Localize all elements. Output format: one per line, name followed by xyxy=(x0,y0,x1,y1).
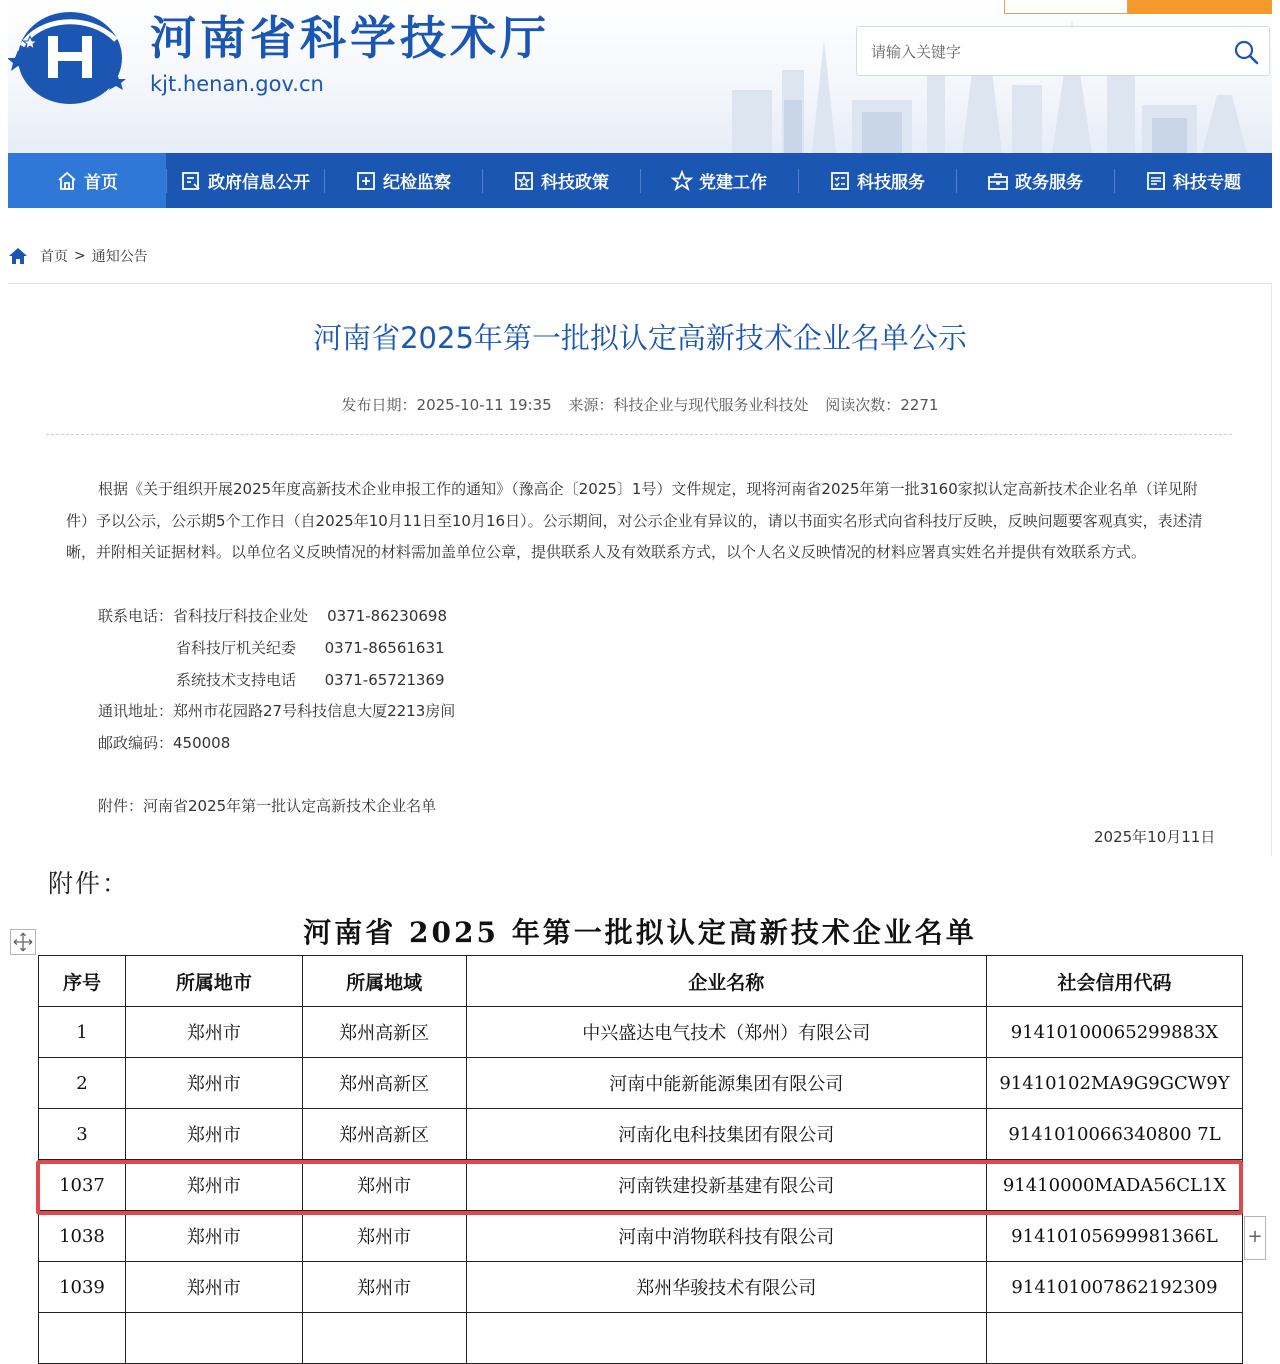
cell-credit-code: 914101007862192309 xyxy=(987,1262,1243,1313)
col-header-credit-code: 社会信用代码 xyxy=(987,956,1243,1007)
document-title: 河南省 2025 年第一批拟认定高新技术企业名单 xyxy=(303,916,977,949)
table-row xyxy=(39,1211,1243,1262)
sign-date: 2025年10月11日 xyxy=(1094,828,1216,846)
site-domain: kjt.henan.gov.cn xyxy=(150,72,324,96)
search-icon[interactable] xyxy=(1231,37,1261,67)
cell-index: 1037 xyxy=(39,1160,126,1211)
col-header-city: 所属地市 xyxy=(125,956,302,1007)
table-row xyxy=(39,1262,1243,1313)
article-meta xyxy=(8,394,1272,416)
cell-company: 河南中能新能源集团有限公司 xyxy=(466,1058,986,1109)
cell-credit-code: 9141010066340800 7L xyxy=(987,1109,1243,1160)
contact-phone-1: 联系电话：省科技厅科技企业处 0371-86230698 xyxy=(98,607,448,625)
cell-company: 中兴盛达电气技术（郑州）有限公司 xyxy=(466,1007,986,1058)
city-skyline-decoration xyxy=(712,0,1272,153)
postal-code: 邮政编码：450008 xyxy=(98,734,231,752)
home-icon[interactable] xyxy=(8,247,28,265)
cell-credit-code: 91410105699981366L xyxy=(987,1211,1243,1262)
site-logo[interactable] xyxy=(8,6,128,106)
table-row-partial xyxy=(39,1313,1243,1364)
col-header-region: 所属地域 xyxy=(302,956,466,1007)
cell-company: 河南中消物联科技有限公司 xyxy=(466,1211,986,1262)
cell-city: 郑州市 xyxy=(125,1262,302,1313)
document-icon xyxy=(180,170,202,192)
col-header-index: 序号 xyxy=(39,956,126,1007)
table-row xyxy=(39,1007,1243,1058)
briefcase-icon xyxy=(987,170,1009,192)
shield-icon xyxy=(355,170,377,192)
nav-label: 政府信息公开 xyxy=(208,173,310,193)
cell-region: 郑州市 xyxy=(302,1160,466,1211)
site-header xyxy=(8,0,1272,153)
cell-index: 2 xyxy=(39,1058,126,1109)
cell-city: 郑州市 xyxy=(125,1160,302,1211)
search-input[interactable] xyxy=(869,39,1213,65)
breadcrumb-separator: > xyxy=(74,248,86,264)
policy-icon xyxy=(513,170,535,192)
table-row-highlighted xyxy=(39,1160,1243,1211)
nav-item-policy[interactable] xyxy=(482,153,640,208)
nav-label: 纪检监察 xyxy=(383,173,451,193)
mailing-address: 通讯地址：郑州市花园路27号科技信息大厦2213房间 xyxy=(98,702,456,720)
breadcrumb-current-link[interactable]: 通知公告 xyxy=(91,249,148,265)
nav-item-party[interactable] xyxy=(640,153,798,208)
table-row xyxy=(39,1109,1243,1160)
nav-item-topics[interactable] xyxy=(1114,153,1272,208)
nav-label: 党建工作 xyxy=(699,173,767,193)
nav-item-discipline[interactable] xyxy=(324,153,482,208)
add-row-button[interactable]: + xyxy=(1244,1216,1266,1260)
col-header-company: 企业名称 xyxy=(466,956,986,1007)
cell-region: 郑州高新区 xyxy=(302,1007,466,1058)
cell-index: 1038 xyxy=(39,1211,126,1262)
search-box xyxy=(856,26,1270,76)
nav-label: 科技政策 xyxy=(541,173,609,193)
nav-label: 首页 xyxy=(84,173,118,193)
attachment-label: 附件： xyxy=(48,869,130,898)
nav-label: 科技服务 xyxy=(857,173,925,193)
checklist-icon xyxy=(829,170,851,192)
contact-phone-3: 系统技术支持电话 0371-65721369 xyxy=(176,671,445,689)
attachment-link[interactable]: 附件：河南省2025年第一批认定高新技术企业名单 xyxy=(98,797,437,815)
site-title: 河南省科学技术厅 xyxy=(150,11,550,65)
cell-credit-code: 91410000MADA56CL1X xyxy=(987,1160,1243,1211)
breadcrumb-home-link[interactable]: 首页 xyxy=(40,249,68,265)
cell-index: 3 xyxy=(39,1109,126,1160)
meta-divider xyxy=(46,434,1232,435)
article-body: 根据《关于组织开展2025年度高新技术企业申报工作的通知》（豫高企〔2025〕1号）文件规定，现将河南省2025年第一批3160家拟认定高新技术企业名单（详见附件）予以公示，公示期5个工作日（自2025年10月11日至10月16日）。公示期间，对公示企业有异议的，请以书面实名形式向省科技厅反映，反映问题要客观真实，表述清晰，并附相关证据材料。以单位名义反映情况的材料需加盖单位公章，提供联系人及有效联系方式，以个人名义反映情况的材料应署真实姓名并提供有效联系方式。 xyxy=(66,480,1203,561)
top-tabs xyxy=(1004,0,1272,14)
top-tab-left[interactable] xyxy=(1004,0,1128,14)
home-icon xyxy=(56,170,78,192)
cell-region: 郑州高新区 xyxy=(302,1109,466,1160)
cell-region: 郑州高新区 xyxy=(302,1058,466,1109)
article-title: 河南省2025年第一批拟认定高新技术企业名单公示 xyxy=(313,321,967,355)
enterprise-table xyxy=(38,955,1243,1364)
nav-label: 政务服务 xyxy=(1015,173,1083,193)
view-count: 阅读次数：2271 xyxy=(825,396,939,414)
nav-item-gov-service[interactable] xyxy=(956,153,1114,208)
list-icon xyxy=(1145,170,1167,192)
publish-date: 发布日期：2025-10-11 19:35 xyxy=(341,396,552,414)
cell-city: 郑州市 xyxy=(125,1109,302,1160)
nav-item-service[interactable] xyxy=(798,153,956,208)
cell-company: 河南铁建投新基建有限公司 xyxy=(466,1160,986,1211)
article-source: 来源：科技企业与现代服务业科技处 xyxy=(568,396,809,414)
cell-company: 郑州华骏技术有限公司 xyxy=(466,1262,986,1313)
cell-city: 郑州市 xyxy=(125,1211,302,1262)
article xyxy=(8,284,1272,856)
cell-index: 1 xyxy=(39,1007,126,1058)
nav-item-home[interactable] xyxy=(8,153,166,208)
cell-region: 郑州市 xyxy=(302,1262,466,1313)
nav-item-gov-info[interactable] xyxy=(166,153,324,208)
nav-label: 科技专题 xyxy=(1173,173,1241,193)
contact-phone-2: 省科技厅机关纪委 0371-86561631 xyxy=(176,639,445,657)
cell-city: 郑州市 xyxy=(125,1007,302,1058)
cell-credit-code: 91410100065299883X xyxy=(987,1007,1243,1058)
table-row xyxy=(39,1058,1243,1109)
cell-company: 河南化电科技集团有限公司 xyxy=(466,1109,986,1160)
breadcrumb xyxy=(8,244,148,268)
cell-index: 1039 xyxy=(39,1262,126,1313)
table-header-row xyxy=(39,956,1243,1007)
top-tab-right[interactable] xyxy=(1128,0,1272,14)
cell-credit-code: 91410102MA9G9GCW9Y xyxy=(987,1058,1243,1109)
cell-region: 郑州市 xyxy=(302,1211,466,1262)
cell-city: 郑州市 xyxy=(125,1058,302,1109)
star-icon xyxy=(671,170,693,192)
main-nav xyxy=(8,153,1272,208)
